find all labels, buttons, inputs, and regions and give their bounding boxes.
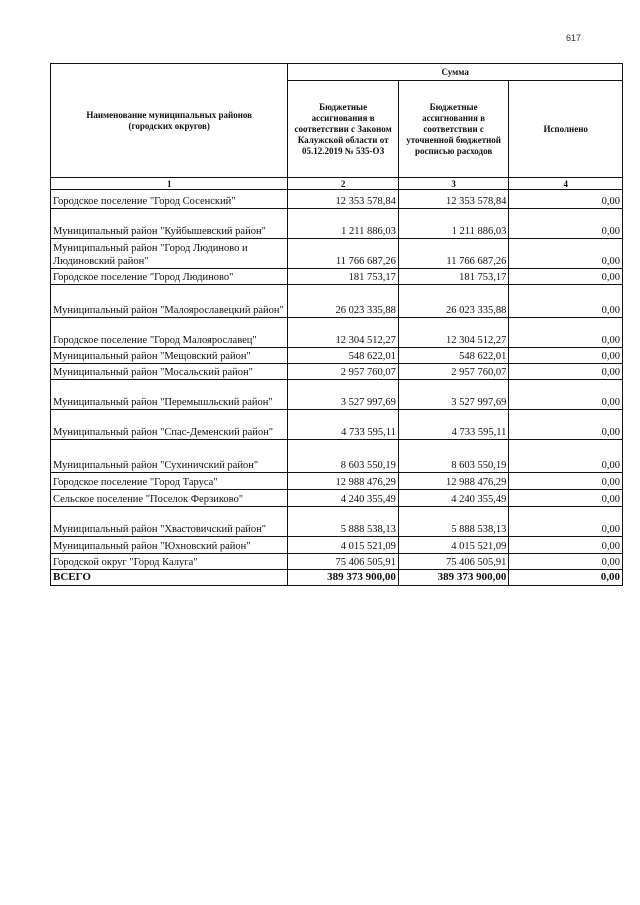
row-refined: 26 023 335,88 — [398, 285, 509, 318]
table-row — [51, 190, 623, 209]
row-name: Муниципальный район "Мосальский район" — [51, 364, 288, 380]
row-law: 4 733 595,11 — [288, 410, 399, 440]
header-num-2: 2 — [288, 178, 399, 190]
row-refined: 11 766 687,26 — [398, 239, 509, 269]
table-row — [51, 507, 623, 537]
row-law: 3 527 997,69 — [288, 380, 399, 410]
row-law: 75 406 505,91 — [288, 554, 399, 570]
row-executed: 0,00 — [509, 507, 623, 537]
table-row — [51, 285, 623, 318]
row-law: 2 957 760,07 — [288, 364, 399, 380]
row-law: 1 211 886,03 — [288, 209, 399, 239]
row-name: Городское поселение "Город Людиново" — [51, 269, 288, 285]
row-executed: 0,00 — [509, 348, 623, 364]
table-row — [51, 269, 623, 285]
header-law-allocations: Бюджетные ассигнования в соответствии с Законом Калужской области от 05.12.2019 № 535-ОЗ — [288, 81, 399, 178]
row-refined: 181 753,17 — [398, 269, 509, 285]
page-number: 617 — [566, 33, 582, 43]
row-name: Городское поселение "Город Сосенский" — [51, 190, 288, 209]
header-executed: Исполнено — [509, 81, 623, 178]
row-law: 12 304 512,27 — [288, 318, 399, 348]
header-sum: Сумма — [288, 64, 623, 81]
row-executed: 0,00 — [509, 190, 623, 209]
row-law: 548 622,01 — [288, 348, 399, 364]
row-name: Муниципальный район "Хвастовичский район" — [51, 507, 288, 537]
row-refined: 1 211 886,03 — [398, 209, 509, 239]
row-name: Муниципальный район "Перемышльский район" — [51, 380, 288, 410]
total-label: ВСЕГО — [51, 570, 288, 586]
row-name: Муниципальный район "Куйбышевский район" — [51, 209, 288, 239]
total-refined: 389 373 900,00 — [398, 570, 509, 586]
table-row — [51, 490, 623, 507]
total-executed: 0,00 — [509, 570, 623, 586]
row-executed: 0,00 — [509, 209, 623, 239]
row-name: Городское поселение "Город Малоярославец" — [51, 318, 288, 348]
row-refined: 12 353 578,84 — [398, 190, 509, 209]
row-refined: 4 240 355,49 — [398, 490, 509, 507]
row-law: 26 023 335,88 — [288, 285, 399, 318]
table-row — [51, 537, 623, 554]
row-name: Городской округ "Город Калуга" — [51, 554, 288, 570]
row-name: Муниципальный район "Сухиничский район" — [51, 440, 288, 473]
row-executed: 0,00 — [509, 239, 623, 269]
row-refined: 4 733 595,11 — [398, 410, 509, 440]
header-refined-allocations: Бюджетные ассигнования в соответствии с уточненной бюджетной росписью расходов — [398, 81, 509, 178]
row-name: Муниципальный район "Юхновский район" — [51, 537, 288, 554]
row-law: 12 988 476,29 — [288, 473, 399, 490]
row-name: Муниципальный район "Город Людиново и Людиновский район" — [51, 239, 288, 269]
row-law: 12 353 578,84 — [288, 190, 399, 209]
table-row — [51, 209, 623, 239]
row-law: 181 753,17 — [288, 269, 399, 285]
budget-table — [50, 63, 623, 586]
row-executed: 0,00 — [509, 380, 623, 410]
row-name: Муниципальный район "Малоярославецкий район" — [51, 285, 288, 318]
header-num-3: 3 — [398, 178, 509, 190]
row-executed: 0,00 — [509, 269, 623, 285]
header-num-1: 1 — [51, 178, 288, 190]
row-law: 8 603 550,19 — [288, 440, 399, 473]
row-executed: 0,00 — [509, 285, 623, 318]
table-row — [51, 380, 623, 410]
row-executed: 0,00 — [509, 410, 623, 440]
table-row — [51, 364, 623, 380]
table-row — [51, 473, 623, 490]
table-row — [51, 348, 623, 364]
row-executed: 0,00 — [509, 318, 623, 348]
row-refined: 12 304 512,27 — [398, 318, 509, 348]
row-name: Сельское поселение "Поселок Ферзиково" — [51, 490, 288, 507]
row-name: Городское поселение "Город Таруса" — [51, 473, 288, 490]
row-law: 5 888 538,13 — [288, 507, 399, 537]
row-law: 4 240 355,49 — [288, 490, 399, 507]
row-executed: 0,00 — [509, 364, 623, 380]
header-num-4: 4 — [509, 178, 623, 190]
total-row — [51, 570, 623, 586]
table-row — [51, 410, 623, 440]
row-refined: 2 957 760,07 — [398, 364, 509, 380]
row-executed: 0,00 — [509, 440, 623, 473]
table-row — [51, 239, 623, 269]
table-row — [51, 554, 623, 570]
row-refined: 548 622,01 — [398, 348, 509, 364]
row-refined: 4 015 521,09 — [398, 537, 509, 554]
table-row — [51, 318, 623, 348]
row-executed: 0,00 — [509, 473, 623, 490]
row-refined: 8 603 550,19 — [398, 440, 509, 473]
row-refined: 12 988 476,29 — [398, 473, 509, 490]
row-executed: 0,00 — [509, 490, 623, 507]
row-refined: 5 888 538,13 — [398, 507, 509, 537]
row-law: 11 766 687,26 — [288, 239, 399, 269]
row-refined: 75 406 505,91 — [398, 554, 509, 570]
header-name: Наименование муниципальных районов (городских округов) — [51, 64, 288, 178]
row-name: Муниципальный район "Мещовский район" — [51, 348, 288, 364]
total-law: 389 373 900,00 — [288, 570, 399, 586]
row-name: Муниципальный район "Спас-Деменский район" — [51, 410, 288, 440]
table-row — [51, 440, 623, 473]
row-refined: 3 527 997,69 — [398, 380, 509, 410]
row-executed: 0,00 — [509, 554, 623, 570]
row-executed: 0,00 — [509, 537, 623, 554]
row-law: 4 015 521,09 — [288, 537, 399, 554]
